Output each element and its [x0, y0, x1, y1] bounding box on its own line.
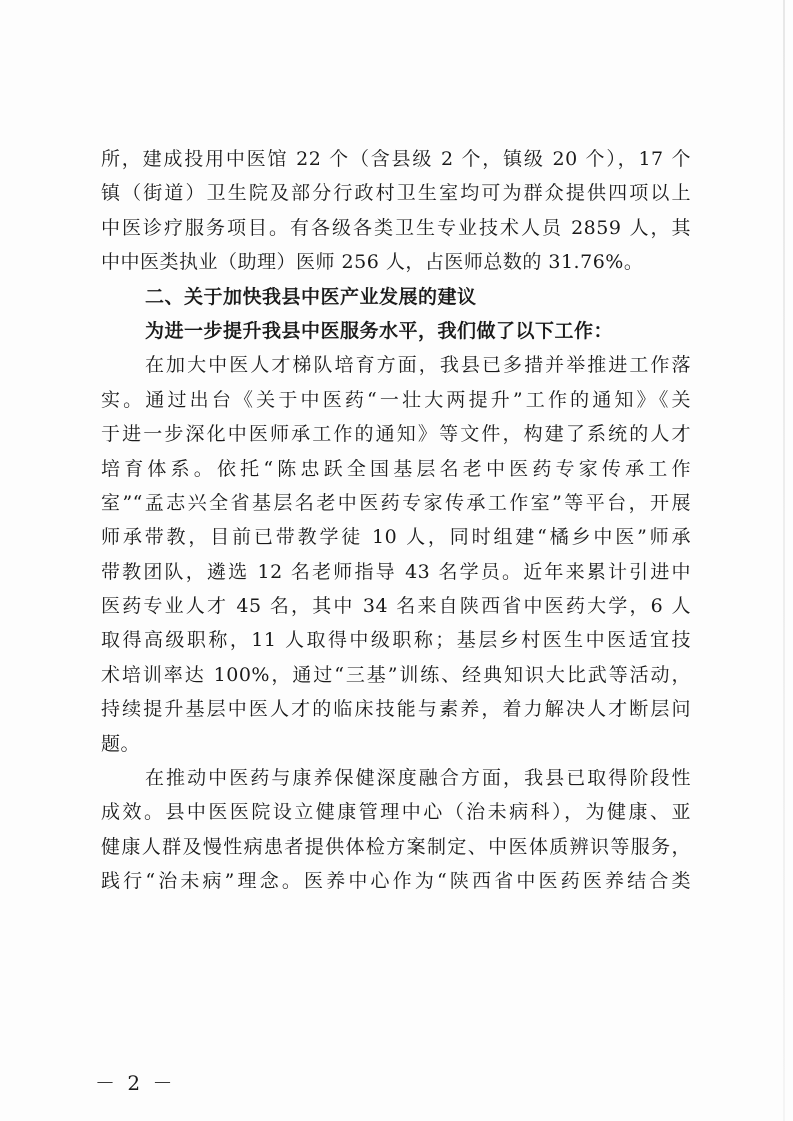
body-text	[101, 142, 691, 899]
bold-intro-line: 为进一步提升我县中医服务水平，我们做了以下工作：	[145, 319, 614, 342]
page-number: － 2 －	[95, 1071, 176, 1095]
text-line: 带教团队，遴选 12 名老师指导 43 名学员。近年来累计引进中	[101, 560, 691, 583]
text-line: 术培训率达 100%，通过“三基”训练、经典知识大比武等活动，	[101, 663, 691, 686]
scan-edge-shadow	[783, 0, 785, 1121]
text-line: 所，建成投用中医馆 22 个（含县级 2 个，镇级 20 个），17 个	[101, 148, 691, 170]
text-line: 成效。县中医医院设立健康管理中心（治未病科），为健康、亚	[101, 801, 691, 824]
text-line: 取得高级职称，11 人取得中级职称；基层乡村医生中医适宜技	[101, 629, 691, 652]
text-line: 室”“孟志兴全省基层名老中医药专家传承工作室”等平台，开展	[101, 491, 691, 514]
text-line: 题。	[101, 732, 141, 755]
text-line: 持续提升基层中医人才的临床技能与素养，着力解决人才断层问	[101, 698, 691, 721]
text-line: 医药专业人才 45 名，其中 34 名来自陕西省中医药大学，6 人	[101, 595, 691, 618]
text-line: 师承带教，目前已带教学徒 10 人，同时组建“橘乡中医”师承	[101, 526, 691, 549]
text-line: 于进一步深化中医师承工作的通知》等文件，构建了系统的人才	[101, 423, 691, 446]
text-line: 实。通过出台《关于中医药“一壮大两提升”工作的通知》《关	[101, 388, 691, 411]
text-line: 践行“治未病”理念。医养中心作为“陕西省中医药医养结合类	[101, 870, 691, 893]
text-line: 在加大中医人才梯队培育方面，我县已多措并举推进工作落	[145, 354, 691, 377]
text-line: 镇（街道）卫生院及部分行政村卫生室均可为群众提供四项以上	[101, 182, 691, 205]
text-line: 中医诊疗服务项目。有各级各类卫生专业技术人员 2859 人，其	[101, 216, 691, 239]
text-line: 培育体系。依托“陈忠跃全国基层名老中医药专家传承工作	[101, 457, 691, 480]
text-line: 健康人群及慢性病患者提供体检方案制定、中医体质辨识等服务，	[101, 835, 691, 858]
section-heading: 二、关于加快我县中医产业发展的建议	[145, 285, 477, 308]
text-line: 中中医类执业（助理）医师 256 人，占医师总数的 31.76%。	[101, 251, 644, 274]
text-line: 在推动中医药与康养保健深度融合方面，我县已取得阶段性	[145, 767, 691, 790]
